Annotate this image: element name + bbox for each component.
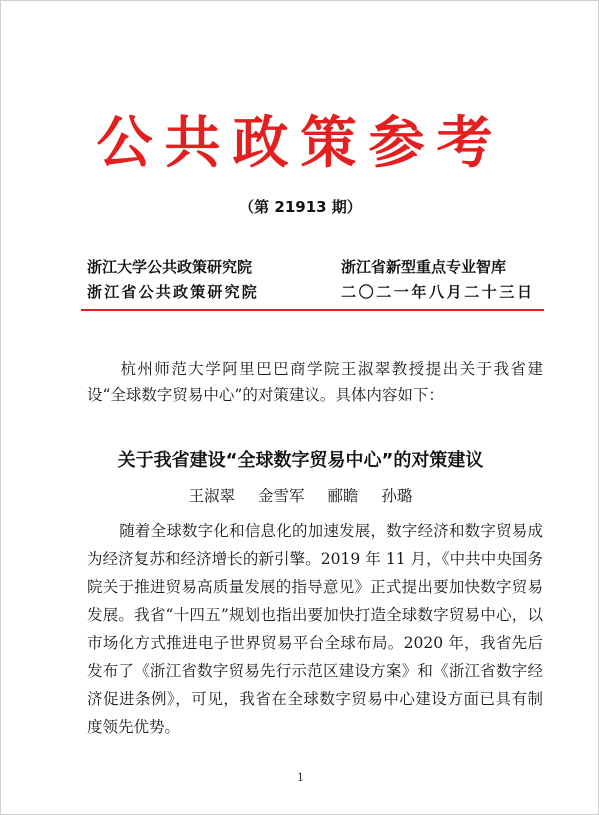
body-paragraph [87,517,543,741]
body-paragraph-text: 随着全球数字化和信息化的加速发展，数字经济和数字贸易成为经济复苏和经济增长的新引擎。2019 年 11 月，《中共中央国务院关于推进贸易高质量发展的指导意见》正式提出要加快数字贸易发展。我省“十四五”规划也指出要加快打造全球数字贸易中心，以市场化方式推进电子世界贸易平台全球布局。2020 年，我省先后发布了《浙江省数字贸易先行示范区建设方案》和《浙江省数字经济促进条例》，可见，我省在全球数字贸易中心建设方面已具有制度领先优势。 [87,522,543,736]
institute-name-2: 浙江省公共政策研究院 [87,283,260,301]
think-tank-label: 浙江省新型重点专业智库 [341,258,507,276]
issue-number: （第 21913 期） [239,198,362,216]
author-name: 郦瞻 [327,487,359,505]
institute-name-1: 浙江大学公共政策研究院 [87,258,253,276]
header-divider [81,309,544,311]
author-name: 孙璐 [381,487,413,505]
page-number: 1 [297,771,304,784]
author-name: 金雪军 [258,487,305,505]
journal-title: 公共政策参考 [96,111,505,176]
article-title: 关于我省建设“全球数字贸易中心”的对策建议 [117,450,484,471]
intro-text: 杭州师范大学阿里巴巴商学院王淑翠教授提出关于我省建设“全球数字贸易中心”的对策建议。具体内容如下： [87,360,543,404]
intro-paragraph [87,356,543,408]
author-list [1,486,599,506]
author-name: 王淑翠 [188,487,236,505]
publish-date: 二〇二一年八月二十三日 [341,283,535,301]
